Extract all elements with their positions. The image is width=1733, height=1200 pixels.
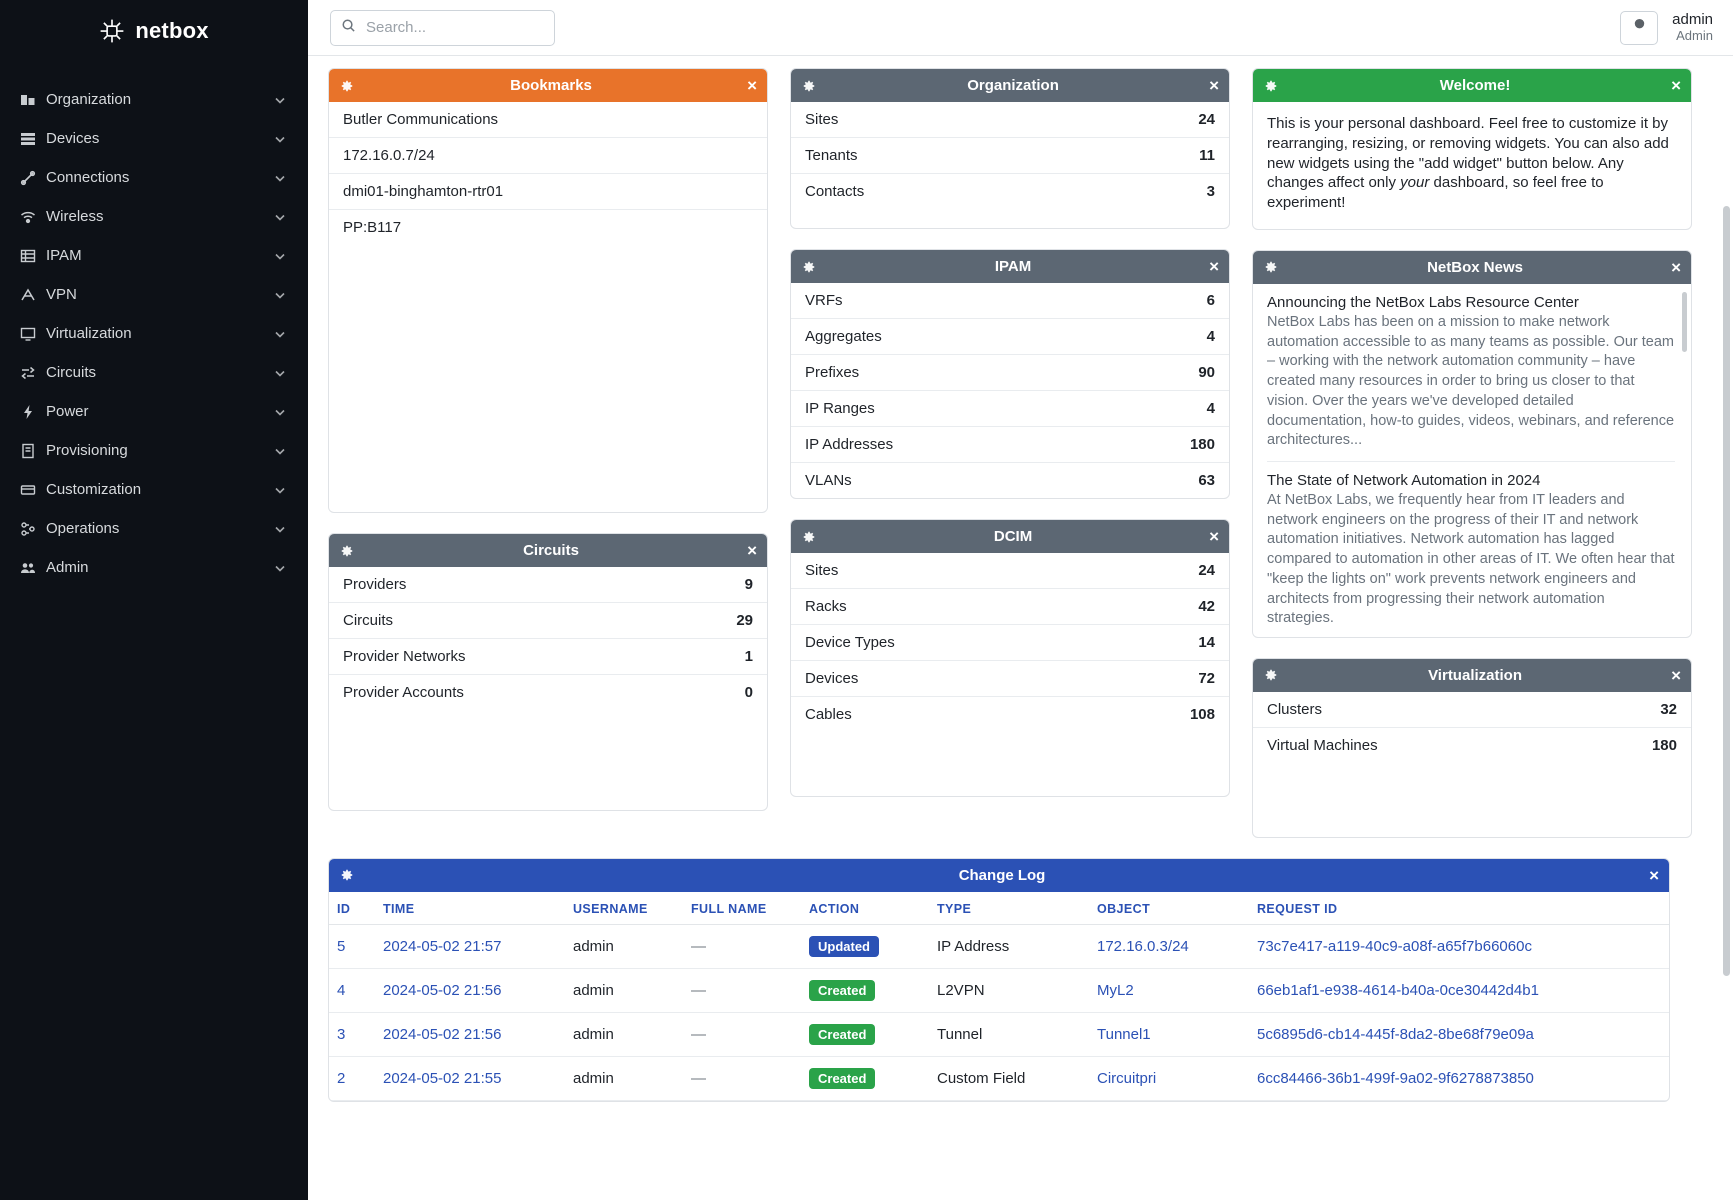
widget-change-log (328, 858, 1670, 1102)
stat-value: 42 (1198, 598, 1215, 615)
chevron-down-icon (274, 445, 286, 457)
stat-label: Aggregates (805, 328, 882, 345)
chevron-down-icon (274, 211, 286, 223)
stat-row[interactable] (791, 355, 1229, 391)
changelog-request-id-link[interactable]: 66eb1af1-e938-4614-b40a-0ce30442d4b1 (1257, 981, 1539, 999)
sidebar-item-label: Devices (46, 130, 100, 147)
close-icon[interactable]: × (747, 541, 757, 560)
changelog-type: Custom Field (929, 1056, 1089, 1100)
list-item[interactable]: 172.16.0.7/24 (329, 138, 767, 174)
stat-label: Providers (343, 576, 407, 593)
widget-header (791, 250, 1229, 283)
stat-row[interactable] (791, 427, 1229, 463)
news-scrollbar[interactable] (1682, 292, 1687, 352)
gear-icon[interactable] (801, 78, 817, 94)
stat-row[interactable] (329, 639, 767, 675)
stat-row[interactable] (791, 589, 1229, 625)
stat-row[interactable] (329, 603, 767, 639)
changelog-object-link[interactable]: 172.16.0.3/24 (1097, 937, 1189, 955)
news-item[interactable] (1267, 294, 1675, 461)
changelog-username: admin (565, 968, 683, 1012)
wireless-icon (20, 209, 46, 225)
virtualization-icon (20, 326, 46, 342)
stat-row[interactable] (791, 391, 1229, 427)
list-item[interactable]: dmi01-binghamton-rtr01 (329, 174, 767, 210)
stat-label: VLANs (805, 472, 852, 489)
chevron-down-icon (274, 562, 286, 574)
theme-toggle-icon (1632, 18, 1647, 37)
news-headline[interactable]: Announcing the NetBox Labs Resource Center (1267, 293, 1579, 311)
widget-title: Welcome! (1439, 77, 1511, 94)
stat-label: Racks (805, 598, 847, 615)
table-header-row (329, 892, 1669, 925)
column-header-request-id[interactable]: REQUEST ID (1249, 892, 1669, 925)
widget-header (1253, 659, 1691, 692)
sidebar-item-virtualization[interactable] (0, 314, 308, 353)
status-badge: Created (809, 1068, 875, 1089)
chevron-down-icon (274, 94, 286, 106)
changelog-username: admin (565, 1012, 683, 1056)
table-row (329, 968, 1669, 1012)
user-menu[interactable] (1672, 11, 1713, 43)
gear-icon[interactable] (801, 529, 817, 545)
stat-label: Provider Networks (343, 648, 466, 665)
stat-value: 3 (1206, 183, 1215, 200)
sidebar (0, 0, 308, 1200)
news-item[interactable] (1267, 461, 1675, 637)
stat-row[interactable] (791, 661, 1229, 697)
gear-icon[interactable] (1263, 667, 1279, 683)
stat-value: 72 (1198, 670, 1215, 687)
news-summary: At NetBox Labs, we frequently hear from IT leaders and network engineers on the progress of their IT and network automation initiatives. Network automation has lagged compared to automation in other areas of IT. We often hear that "keep the lights on" work prevents network engineers and architects from progressing their network automation strategies. (1267, 492, 1675, 627)
main-area (308, 0, 1733, 1200)
sidebar-item-label: Customization (46, 481, 142, 498)
widget-body (329, 567, 767, 810)
stat-label: Cables (805, 706, 852, 723)
stat-row[interactable] (791, 463, 1229, 498)
stat-value: 180 (1651, 736, 1677, 754)
gear-icon[interactable] (801, 259, 817, 275)
gear-icon[interactable] (339, 543, 355, 559)
brand[interactable] (0, 0, 308, 58)
changelog-request-id-link[interactable]: 73c7e417-a119-40c9-a08f-a65f7b66060c (1257, 937, 1532, 955)
stat-label: Device Types (805, 634, 895, 651)
changelog-time-link[interactable]: 2024-05-02 21:55 (383, 1069, 502, 1087)
dashboard-column-2 (790, 68, 1230, 838)
changelog-full-name: — (683, 1056, 801, 1100)
widget-title: Circuits (523, 542, 579, 559)
stat-value: 9 (744, 576, 753, 593)
stat-row[interactable] (791, 283, 1229, 319)
sidebar-item-label: Provisioning (46, 442, 128, 459)
sidebar-item-label: Admin (46, 559, 89, 576)
stat-value: 11 (1199, 147, 1215, 164)
list-item[interactable]: Butler Communications (329, 102, 767, 138)
stat-label: IP Addresses (805, 436, 894, 453)
gear-icon[interactable] (1263, 78, 1279, 94)
close-icon[interactable]: × (1671, 76, 1681, 95)
circuits-icon (20, 365, 46, 381)
changelog-time-link[interactable]: 2024-05-02 21:56 (383, 1025, 502, 1043)
chevron-down-icon (274, 328, 286, 340)
changelog-request-id-link[interactable]: 6cc84466-36b1-499f-9a02-9f6278873850 (1257, 1069, 1534, 1087)
stat-label: Tenants (805, 147, 858, 164)
sidebar-item-customization[interactable] (0, 470, 308, 509)
sidebar-item-ipam[interactable] (0, 236, 308, 275)
widget-body (1253, 102, 1691, 229)
stat-value: 6 (1206, 292, 1215, 309)
column-header-username[interactable]: USERNAME (565, 892, 683, 925)
stat-value: 14 (1198, 634, 1215, 651)
gear-icon[interactable] (1263, 259, 1279, 275)
sidebar-item-label: Organization (46, 91, 132, 108)
connections-icon (20, 170, 46, 186)
changelog-object-link[interactable]: MyL2 (1097, 981, 1134, 999)
sidebar-item-label: Wireless (46, 208, 104, 225)
widget-body (791, 102, 1229, 228)
stat-label: Clusters (1267, 700, 1323, 718)
widget-netbox-news (1252, 250, 1692, 638)
widget-body (791, 283, 1229, 498)
top-bar-right (1620, 11, 1713, 45)
stat-row[interactable] (791, 625, 1229, 661)
stat-value: 90 (1198, 364, 1215, 381)
stat-label: Devices (805, 670, 859, 687)
stat-row[interactable] (1253, 692, 1691, 728)
close-icon[interactable]: × (1671, 257, 1681, 277)
stat-row[interactable] (329, 567, 767, 603)
sidebar-item-label: Operations (46, 520, 120, 537)
widget-circuits (328, 533, 768, 811)
stat-label: Virtual Machines (1267, 736, 1378, 754)
column-header-action[interactable]: ACTION (801, 892, 929, 925)
close-icon[interactable]: × (747, 76, 757, 95)
widget-header (791, 520, 1229, 553)
stat-value: 32 (1660, 700, 1677, 718)
widget-body (329, 102, 767, 512)
sidebar-item-connections[interactable] (0, 158, 308, 197)
column-header-type[interactable]: TYPE (929, 892, 1089, 925)
column-header-full-name[interactable]: FULL NAME (683, 892, 801, 925)
customization-icon (20, 482, 46, 498)
widget-body (329, 892, 1669, 1101)
stat-value: 24 (1198, 111, 1215, 128)
stat-value: 29 (736, 612, 753, 629)
search-input[interactable] (364, 18, 544, 37)
netbox-logo-icon (99, 18, 125, 44)
changelog-time-link[interactable]: 2024-05-02 21:57 (383, 937, 502, 955)
page-scrollbar[interactable] (1723, 206, 1730, 976)
widget-header (329, 69, 767, 102)
table-row (329, 1056, 1669, 1100)
sidebar-item-operations[interactable] (0, 509, 308, 548)
changelog-object-link[interactable]: Circuitpri (1097, 1069, 1157, 1087)
widget-ipam (790, 249, 1230, 499)
stat-row[interactable] (791, 174, 1229, 209)
widget-header (329, 534, 767, 567)
news-summary: NetBox Labs has been on a mission to make network automation accessible to as many teams as possible. Our team – working with the network automation community – have created many resources in order to bring us closer to that vision. Over the years we've developed detailed documentation, how-to guides, videos, webinars, and reference architectures... (1267, 313, 1675, 449)
sidebar-item-vpn[interactable] (0, 275, 308, 314)
devices-icon (20, 131, 46, 147)
sidebar-item-organization[interactable] (0, 80, 308, 119)
stat-value: 24 (1198, 562, 1215, 579)
widget-dcim (790, 519, 1230, 797)
status-badge: Created (809, 1024, 875, 1045)
sidebar-item-label: VPN (46, 286, 77, 303)
search-icon (341, 18, 356, 37)
widget-title: Virtualization (1428, 666, 1522, 684)
widget-header (1253, 69, 1691, 102)
operations-icon (20, 521, 46, 537)
changelog-type: L2VPN (929, 968, 1089, 1012)
changelog-id-link[interactable]: 5 (337, 937, 346, 955)
stat-value: 108 (1189, 706, 1215, 723)
sidebar-item-circuits[interactable] (0, 353, 308, 392)
user-name: admin (1672, 11, 1713, 29)
organization-icon (20, 92, 46, 108)
sidebar-item-provisioning[interactable] (0, 431, 308, 470)
stat-row[interactable] (791, 319, 1229, 355)
close-icon[interactable]: × (1209, 257, 1219, 276)
widget-header (329, 859, 1669, 892)
table-row (329, 924, 1669, 968)
stat-label: Circuits (343, 612, 394, 629)
widget-body (1253, 692, 1691, 837)
search-box[interactable] (330, 10, 555, 46)
stat-value: 180 (1189, 436, 1215, 453)
widget-welcome (1252, 68, 1692, 230)
chevron-down-icon (274, 523, 286, 535)
power-icon (20, 404, 46, 420)
list-item[interactable]: PP:B117 (343, 219, 402, 236)
vpn-icon (20, 287, 46, 303)
chevron-down-icon (274, 367, 286, 379)
widget-title: Bookmarks (510, 77, 592, 94)
stat-label: IP Ranges (805, 400, 875, 417)
stat-row[interactable] (1253, 728, 1691, 763)
close-icon[interactable]: × (1209, 76, 1219, 95)
widget-header (1253, 251, 1691, 284)
chevron-down-icon (274, 289, 286, 301)
close-icon[interactable]: × (1209, 527, 1219, 546)
dashboard-column-3 (1252, 68, 1692, 838)
changelog-id-link[interactable]: 3 (337, 1025, 346, 1043)
stat-row[interactable] (791, 138, 1229, 174)
change-log-table (329, 892, 1669, 1101)
ipam-icon (20, 248, 46, 264)
changelog-full-name: — (683, 968, 801, 1012)
welcome-text-emphasis: your (1400, 174, 1430, 192)
stat-value: 4 (1206, 328, 1215, 345)
stat-label: Prefixes (805, 364, 860, 381)
changelog-full-name: — (683, 1012, 801, 1056)
stat-value: 1 (744, 648, 753, 665)
sidebar-item-power[interactable] (0, 392, 308, 431)
provisioning-icon (20, 443, 46, 459)
widget-body (791, 553, 1229, 796)
column-header-object[interactable]: OBJECT (1089, 892, 1249, 925)
sidebar-item-label: Circuits (46, 364, 97, 381)
sidebar-item-wireless[interactable] (0, 197, 308, 236)
stat-label: VRFs (805, 292, 843, 309)
changelog-id-link[interactable]: 2 (337, 1069, 346, 1087)
sidebar-item-label: Power (46, 403, 89, 420)
welcome-text-part-1: This is your personal dashboard. Feel free to customize it by rearranging, resizing, or removing widgets. You can also add new widgets using the "add widget" button below. Any changes affect only (1267, 115, 1669, 192)
column-header-time[interactable]: TIME (375, 892, 565, 925)
stat-row[interactable] (791, 697, 1229, 732)
gear-icon[interactable] (339, 867, 355, 883)
widget-bookmarks (328, 68, 768, 513)
widget-title: Organization (967, 77, 1059, 94)
stat-value: 4 (1206, 400, 1215, 417)
stat-label: Sites (805, 111, 839, 128)
status-badge: Updated (809, 936, 879, 957)
close-icon[interactable]: × (1649, 865, 1659, 885)
stat-value: 63 (1198, 472, 1215, 489)
sidebar-item-admin[interactable] (0, 548, 308, 587)
stat-label: Contacts (805, 183, 865, 200)
widget-virtualization (1252, 658, 1692, 838)
news-headline[interactable]: The State of Network Automation in 2024 (1267, 472, 1541, 490)
stat-row[interactable] (791, 553, 1229, 589)
gear-icon[interactable] (339, 78, 355, 94)
sidebar-item-label: IPAM (46, 247, 82, 264)
stat-label: Provider Accounts (343, 684, 464, 701)
dashboard-grid (328, 68, 1717, 838)
changelog-type: IP Address (929, 924, 1089, 968)
stat-label: Sites (805, 562, 839, 579)
stat-row[interactable] (791, 102, 1229, 138)
widget-title: DCIM (993, 528, 1033, 545)
welcome-text-part-2: dashboard, so feel free to experiment! (1267, 174, 1604, 212)
sidebar-item-devices[interactable] (0, 119, 308, 158)
brand-name: netbox (135, 18, 209, 43)
close-icon[interactable]: × (1671, 665, 1681, 685)
top-bar (308, 0, 1733, 56)
dashboard (308, 56, 1733, 1200)
status-badge: Created (809, 980, 875, 1001)
chevron-down-icon (274, 172, 286, 184)
admin-icon (20, 560, 46, 576)
changelog-time-link[interactable]: 2024-05-02 21:56 (383, 981, 502, 999)
theme-toggle-button[interactable] (1620, 11, 1658, 45)
changelog-request-id-link[interactable]: 5c6895d6-cb14-445f-8da2-8be68f79e09a (1257, 1025, 1534, 1043)
changelog-object-link[interactable]: Tunnel1 (1097, 1025, 1151, 1043)
chevron-down-icon (274, 250, 286, 262)
widget-title: Change Log (958, 866, 1046, 884)
changelog-username: admin (565, 924, 683, 968)
user-role: Admin (1676, 27, 1713, 43)
stat-value: 0 (744, 684, 753, 701)
chevron-down-icon (274, 484, 286, 496)
widget-organization (790, 68, 1230, 229)
changelog-full-name: — (683, 924, 801, 968)
table-row (329, 1012, 1669, 1056)
stat-row[interactable] (329, 675, 767, 710)
changelog-username: admin (565, 1056, 683, 1100)
chevron-down-icon (274, 406, 286, 418)
dashboard-column-1 (328, 68, 768, 838)
sidebar-item-label: Virtualization (46, 325, 132, 342)
widget-title: NetBox News (1427, 258, 1523, 276)
sidebar-nav (0, 80, 308, 587)
widget-header (791, 69, 1229, 102)
chevron-down-icon (274, 133, 286, 145)
changelog-type: Tunnel (929, 1012, 1089, 1056)
sidebar-item-label: Connections (46, 169, 130, 186)
widget-body[interactable] (1253, 284, 1691, 637)
widget-title: IPAM (994, 258, 1032, 275)
changelog-id-link[interactable]: 4 (337, 981, 346, 999)
column-header-id[interactable]: ID (329, 892, 375, 925)
